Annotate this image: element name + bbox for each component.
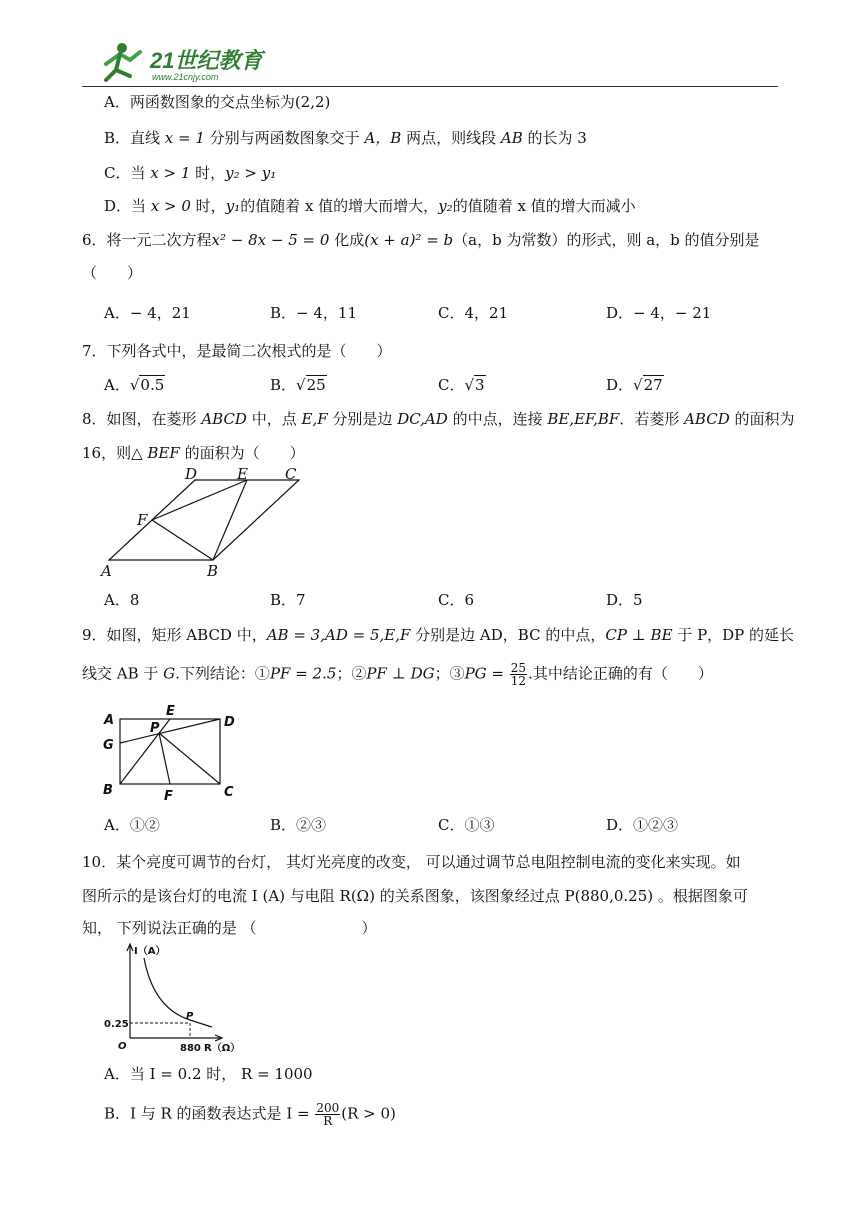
logo: [100, 40, 290, 86]
q8-option-d: D．5: [606, 591, 643, 609]
q9-label-a: A: [104, 713, 115, 728]
q10-y-tick: 0.25: [104, 1019, 129, 1030]
q8-stem-line1: 8．如图，在菱形 ABCD 中，点 E,F 分别是边 DC,AD 的中点，连接 BE,EF,BF．若菱形 ABCD 的面积为: [82, 410, 795, 428]
q8-label-a: A: [101, 562, 112, 580]
q5-option-b: B．直线 x = 1 分别与两函数图象交于 A，B 两点，则线段 AB 的长为 3: [104, 129, 587, 147]
q8-label-f: F: [137, 511, 148, 529]
q7-stem: 7．下列各式中，是最简二次根式的是（ ）: [82, 342, 392, 360]
q5-option-c: C．当 x > 1 时，y₂ > y₁: [104, 164, 277, 182]
q10-point-p: P: [186, 1011, 194, 1022]
q8-label-b: B: [207, 562, 219, 580]
q7-option-d: D．√27: [606, 376, 663, 394]
q8-option-b: B．7: [270, 591, 306, 609]
q9-label-c: C: [224, 785, 234, 800]
q8-label-d: D: [185, 468, 198, 483]
q9-option-d: D．①②③: [606, 816, 679, 834]
q10-graph: [100, 940, 250, 1055]
q8-option-c: C．6: [438, 591, 475, 609]
q8-label-e: E: [237, 468, 248, 483]
q10-x-tick: 880: [180, 1043, 201, 1054]
q8-option-a: A．8: [104, 591, 140, 609]
q9-rectangle-figure: [98, 702, 248, 802]
q9-label-g: G: [103, 738, 114, 753]
q9-option-c: C．①③: [438, 816, 495, 834]
header-rule: [82, 86, 778, 87]
q10-origin: O: [118, 1041, 127, 1052]
q6-option-a: A．− 4，21: [104, 304, 191, 322]
q7-option-a: A．√0.5: [104, 376, 165, 394]
q6-paren: （ ）: [82, 264, 143, 282]
q9-stem-line2: 线交 AB 于 G.下列结论：①PF = 2.5；②PF ⊥ DG；③PG = $\frac{25}{12}$ .其中结论正确的有（ ）: [82, 661, 713, 688]
q6-option-d: D．− 4，− 21: [606, 304, 712, 322]
q10-stem-line3: 知， 下列说法正确的是 （ ）: [82, 919, 377, 937]
q9-label-d: D: [224, 715, 235, 730]
q9-stem-line1: 9．如图，矩形 ABCD 中，AB = 3,AD = 5,E,F 分别是边 AD，BC 的中点，CP ⊥ BE 于 P，DP 的延长: [82, 626, 795, 644]
q5-option-a: A．两函数图象的交点坐标为(2,2): [104, 93, 331, 111]
q9-label-p: P: [150, 721, 160, 736]
q10-option-a: A．当 I = 0.2 时， R = 1000: [104, 1065, 313, 1083]
q10-xlabel: R（Ω）: [204, 1043, 241, 1054]
q10-option-b: B．I 与 R 的函数表达式是 I = $\frac{200}{R}$ (R > 0): [104, 1101, 396, 1128]
q10-ylabel: I（A）: [134, 946, 166, 957]
q9-label-e: E: [166, 704, 175, 719]
q9-option-a: A．①②: [104, 816, 160, 834]
runner-icon: [106, 43, 140, 80]
q6-stem: 6．将一元二次方程x² − 8x − 5 = 0 化成(x + a)² = b（a，b 为常数）的形式，则 a，b 的值分别是: [82, 231, 760, 249]
q10-stem-line2: 图所示的是该台灯的电流 I (A) 与电阻 R(Ω) 的关系图象，该图象经过点 P(880,0.25) 。根据图象可: [82, 887, 748, 905]
logo-text: 21世纪教育: [150, 48, 263, 73]
q7-option-c: C．√3: [438, 376, 485, 394]
q9-label-b: B: [103, 783, 113, 798]
logo-url: www.21cnjy.com: [152, 72, 219, 82]
q8-rhombus-figure: [95, 468, 315, 583]
q5-option-d: D．当 x > 0 时，y₁的值随着 x 值的增大而增大，y₂的值随着 x 值的增大而减小: [104, 197, 636, 215]
q9-label-f: F: [164, 789, 173, 802]
q6-option-b: B．− 4，11: [270, 304, 357, 322]
q6-option-c: C．4，21: [438, 304, 509, 322]
q8-label-c: C: [285, 468, 297, 483]
q9-option-b: B．②③: [270, 816, 327, 834]
q8-stem-line2: 16，则△ BEF 的面积为（ ）: [82, 444, 305, 462]
q10-stem-line1: 10．某个亮度可调节的台灯， 其灯光亮度的改变， 可以通过调节总电阻控制电流的变化来实现。如: [82, 853, 741, 871]
q7-option-b: B．√25: [270, 376, 326, 394]
